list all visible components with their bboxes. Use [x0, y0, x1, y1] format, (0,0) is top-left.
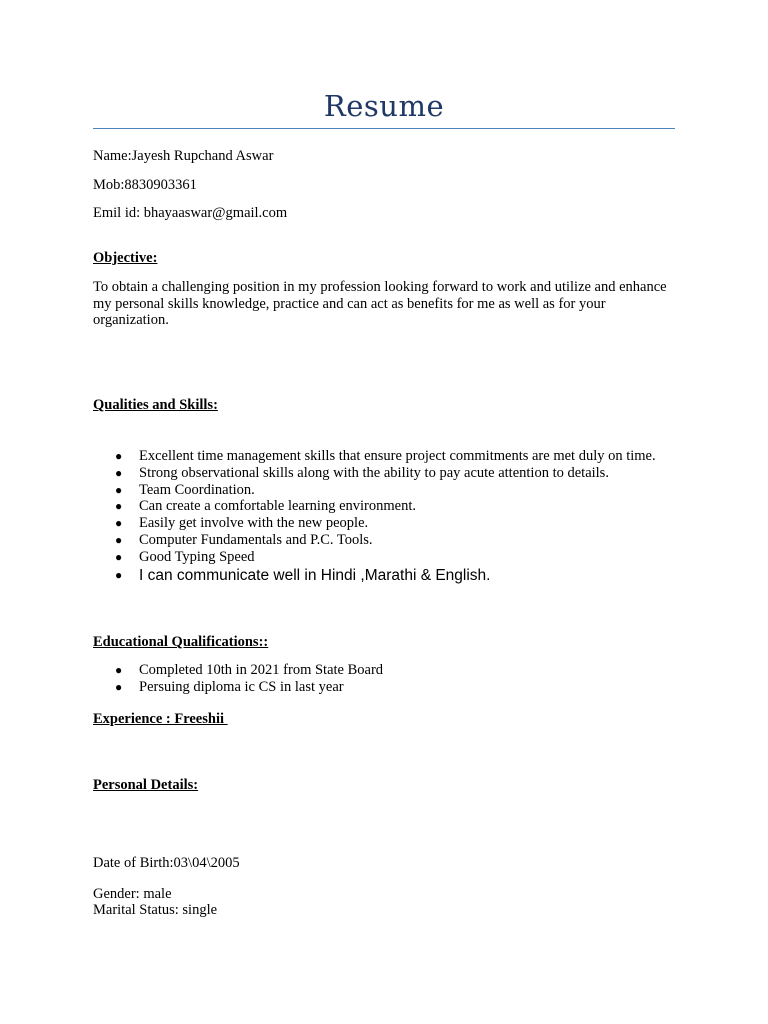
- list-item: ● Persuing diploma ic CS in last year: [115, 678, 344, 695]
- personal-dob: Date of Birth:03\04\2005: [93, 855, 240, 871]
- list-item: ● Computer Fundamentals and P.C. Tools.: [115, 531, 373, 548]
- experience-heading: Experience : Freeshii: [93, 711, 228, 727]
- list-item: ● Completed 10th in 2021 from State Board: [115, 662, 384, 678]
- personal-heading: Personal Details:: [93, 777, 199, 793]
- bullet-icon: ●: [115, 679, 123, 694]
- bullet-icon: ●: [115, 516, 123, 531]
- education-list: [93, 662, 675, 696]
- list-item: ● I can communicate well in Hindi ,Marathi & English.: [115, 566, 491, 584]
- bullet-icon: ●: [115, 532, 123, 547]
- skills-heading: Qualities and Skills:: [93, 397, 218, 413]
- list-item: ● Team Coordination.: [115, 481, 255, 498]
- title-divider: [93, 128, 675, 129]
- personal-gender: Gender: male: [93, 886, 172, 902]
- page-title: Resume: [323, 89, 445, 123]
- bullet-icon: ●: [115, 482, 123, 497]
- objective-heading: Objective:: [93, 250, 158, 266]
- list-item: ● Can create a comfortable learning environment.: [115, 498, 416, 515]
- bullet-icon: ●: [115, 567, 123, 582]
- bullet-icon: ●: [115, 465, 123, 480]
- list-item: ● Excellent time management skills that ensure project commitments are met duly on time.: [115, 448, 656, 464]
- skills-list: [93, 448, 675, 585]
- list-item: ● Good Typing Speed: [115, 548, 255, 565]
- education-heading: Educational Qualifications::: [93, 634, 269, 650]
- list-item: ● Easily get involve with the new people.: [115, 515, 369, 532]
- bullet-icon: ●: [115, 549, 123, 564]
- personal-marital: Marital Status: single: [93, 902, 218, 918]
- list-item: ● Strong observational skills along with the ability to pay acute attention to details.: [115, 464, 609, 481]
- contact-mobile: Mob:8830903361: [93, 177, 197, 193]
- contact-name: Name:Jayesh Rupchand Aswar: [93, 148, 274, 164]
- bullet-icon: ●: [115, 663, 123, 677]
- contact-email: Emil id: bhayaaswar@gmail.com: [93, 205, 288, 221]
- objective-text: To obtain a challenging position in my profession looking forward to work and utilize and enhance my personal skills knowledge, practice and can act as benefits for me as well as for your organization.: [93, 279, 667, 328]
- bullet-icon: ●: [115, 499, 123, 514]
- bullet-icon: ●: [115, 449, 123, 463]
